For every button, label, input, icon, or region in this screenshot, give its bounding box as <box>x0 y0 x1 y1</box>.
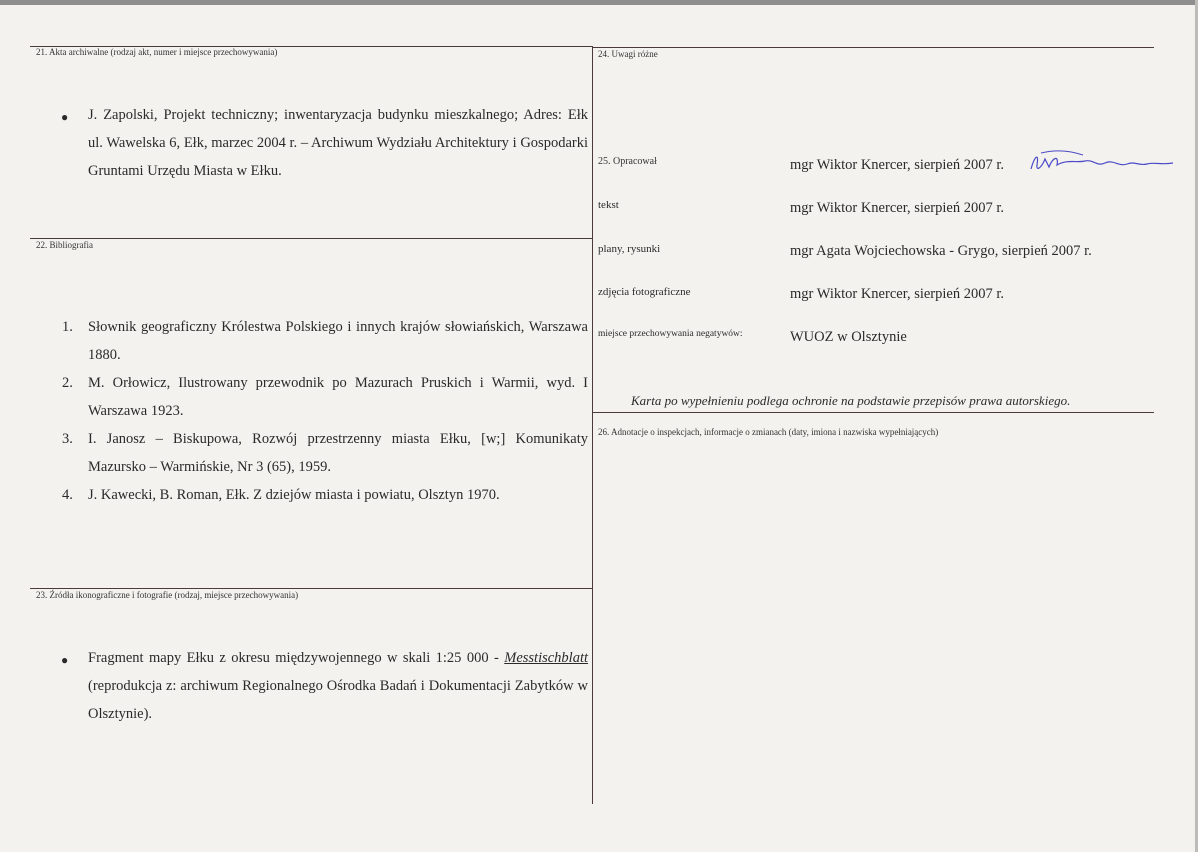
rule-21-22 <box>30 238 592 239</box>
section-26-label: 26. Adnotacje o inspekcjach, informacje o zmianach (daty, imiona i nazwiska wypełniających) <box>598 427 939 437</box>
bib-num-3: 3. <box>62 431 73 447</box>
bib-num-4: 4. <box>62 487 73 503</box>
bullet-21: ● <box>61 110 69 124</box>
rule-center <box>592 46 593 804</box>
credit-negatives: WUOZ w Olsztynie <box>790 329 907 345</box>
credit-drawings-label: plany, rysunki <box>598 243 661 255</box>
bib-entry-3: I. Janosz – Biskupowa, Rozwój przestrzenny miasta Ełku, [w;] Komunikaty Mazursko – Warmińskie, Nr 3 (65), 1959. <box>88 431 588 475</box>
archive-entry: J. Zapolski, Projekt techniczny; inwentaryzacja budynku mieszkalnego; Adres: Ełk ul. Wawelska 6, Ełk, marzec 2004 r. – Archiwum Wydziału Architektury i Gospodarki Gruntami Urzędu Miasta w Ełku. <box>88 107 588 179</box>
bib-entry-1: Słownik geograficzny Królestwa Polskiego i innych krajów słowiańskich, Warszawa 1880. <box>88 319 588 363</box>
messtischblatt-link: Messtischblatt <box>504 650 589 666</box>
rule-22-23 <box>30 588 592 589</box>
iconography-entry-start: Fragment mapy Ełku z okresu międzywojennego w skali 1:25 000 - <box>88 650 499 666</box>
section-25-label: 25. Opracował <box>598 156 657 167</box>
credit-author: mgr Wiktor Knercer, sierpień 2007 r. <box>790 157 1004 173</box>
bib-entry-2: M. Orłowicz, Ilustrowany przewodnik po Mazurach Pruskich i Warmii, wyd. I Warszawa 1923. <box>88 375 588 419</box>
iconography-entry-end: (reprodukcja z: archiwum Regionalnego Ośrodka Badań i Dokumentacji Zabytków w Olsztynie). <box>88 678 588 722</box>
credit-text-label: tekst <box>598 199 619 211</box>
credit-photos-label: zdjęcia fotograficzne <box>598 286 691 298</box>
credit-negatives-label: miejsce przechowywania negatywów: <box>598 329 743 339</box>
bib-entry-4: J. Kawecki, B. Roman, Ełk. Z dziejów miasta i powiatu, Olsztyn 1970. <box>88 487 500 503</box>
section-24-label: 24. Uwagi różne <box>598 49 658 59</box>
section-21-label: 21. Akta archiwalne (rodzaj akt, numer i miejsce przechowywania) <box>36 47 278 57</box>
scan-top-edge <box>0 0 1198 5</box>
credit-text: mgr Wiktor Knercer, sierpień 2007 r. <box>790 200 1004 216</box>
section-23-label: 23. Źródła ikonograficzne i fotografie (rodzaj, miejsce przechowywania) <box>36 590 299 600</box>
bullet-23: ● <box>61 653 69 667</box>
rule-25-26 <box>592 412 1154 413</box>
bib-num-1: 1. <box>62 319 73 335</box>
rule-top-right <box>592 47 1154 48</box>
section-22-label: 22. Bibliografia <box>36 240 93 250</box>
signature-icon <box>1027 147 1177 177</box>
credit-drawings: mgr Agata Wojciechowska - Grygo, sierpień 2007 r. <box>790 243 1092 259</box>
copyright-notice: Karta po wypełnieniu podlega ochronie na podstawie przepisów prawa autorskiego. <box>631 393 1071 408</box>
iconography-entry <box>88 644 588 728</box>
credit-photos: mgr Wiktor Knercer, sierpień 2007 r. <box>790 286 1004 302</box>
bib-num-2: 2. <box>62 375 73 391</box>
